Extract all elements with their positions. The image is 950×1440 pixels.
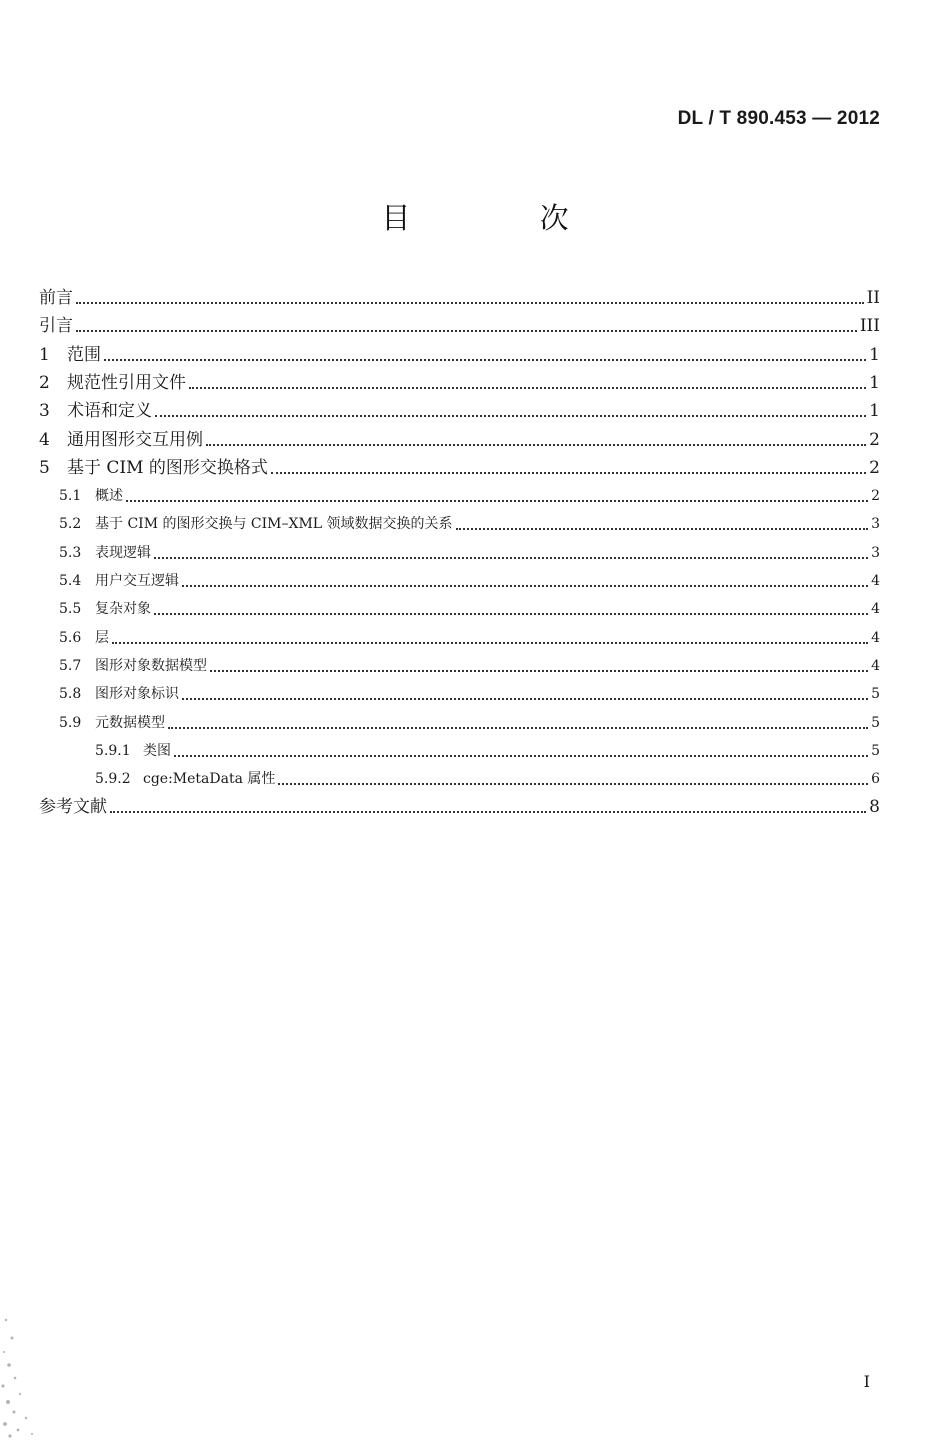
toc-entry-number: 3	[39, 401, 50, 422]
toc-entry[interactable]	[39, 428, 880, 452]
toc-entry[interactable]	[59, 597, 880, 621]
toc-entry-label: 表现逻辑	[95, 544, 151, 561]
toc-entry-label: 图形对象数据模型	[95, 657, 207, 674]
toc-entry-number: 5.8	[59, 686, 82, 703]
toc-entry-label: 概述	[95, 488, 123, 505]
toc-entry[interactable]	[39, 314, 880, 338]
toc-entry-label: 复杂对象	[95, 601, 151, 618]
toc-entry-label: 前言	[39, 288, 73, 308]
toc-entry-label: 类图	[143, 742, 171, 759]
dot-leader	[271, 468, 866, 474]
toc-entry-page: 3	[871, 544, 880, 561]
toc-entry[interactable]	[59, 626, 880, 650]
toc-entry-page: II	[866, 288, 880, 308]
toc-entry-number: 5.5	[59, 601, 82, 618]
toc-title: 目 次	[381, 201, 629, 235]
dot-leader	[182, 694, 868, 700]
toc-entry-label: 通用图形交互用例	[67, 429, 203, 450]
dot-leader	[76, 326, 857, 332]
toc-entry-page: 1	[869, 372, 880, 393]
toc-entry-label: 基于 CIM 的图形交换格式	[67, 457, 268, 478]
dot-leader	[76, 298, 864, 304]
toc-entry[interactable]	[39, 795, 880, 819]
dot-leader	[189, 383, 866, 389]
toc-entry[interactable]	[59, 484, 880, 508]
toc-entry-page: 3	[871, 516, 880, 533]
toc-entry-label: 图形对象标识	[95, 686, 179, 703]
toc-entry-page: 4	[871, 601, 880, 618]
toc-entry[interactable]	[39, 456, 880, 480]
dot-leader	[154, 609, 868, 615]
toc-entry[interactable]	[59, 541, 880, 565]
toc-entry-page: 4	[871, 657, 880, 674]
toc-entry-number: 5.9.1	[95, 742, 131, 759]
toc-entry[interactable]	[39, 371, 880, 395]
page-folio: I	[863, 1372, 870, 1391]
toc-entry-label: 引言	[39, 316, 73, 337]
toc-entry-label: 规范性引用文件	[67, 372, 186, 393]
toc-entry-page: III	[859, 316, 880, 337]
toc-entry-label: 元数据模型	[95, 714, 165, 731]
toc-entry-number: 4	[39, 429, 50, 450]
toc-entry-number: 5.3	[59, 544, 82, 561]
toc-entry[interactable]	[95, 739, 880, 763]
toc-entry-page: 8	[869, 797, 880, 818]
toc-entry[interactable]	[39, 286, 880, 310]
toc-entry-page: 5	[871, 686, 880, 703]
dot-leader	[210, 666, 868, 672]
toc-entry-number: 5.4	[59, 573, 82, 589]
toc-entry[interactable]	[95, 767, 880, 791]
dot-leader	[182, 581, 868, 587]
toc-entry-number: 5.9	[59, 714, 82, 731]
dot-leader	[456, 524, 869, 530]
toc-entry-label: 层	[95, 629, 109, 646]
toc-entry[interactable]	[59, 711, 880, 735]
toc-entry-page: 5	[871, 742, 880, 759]
toc-entry-page: 2	[871, 488, 880, 505]
toc-entry-label: cge:MetaData 属性	[143, 771, 276, 788]
toc-entry-number: 5.2	[59, 516, 82, 533]
toc-entry-page: 6	[871, 771, 880, 788]
dot-leader	[168, 723, 868, 729]
toc-entry[interactable]	[39, 399, 880, 423]
toc-entry-number: 5.7	[59, 657, 82, 674]
toc-entry-page: 1	[869, 344, 880, 365]
dot-leader	[104, 355, 866, 361]
dot-leader	[174, 751, 868, 757]
toc-entry-page: 1	[869, 401, 880, 422]
toc-entry-label: 用户交互逻辑	[95, 573, 179, 589]
dot-leader	[110, 807, 866, 813]
toc-entry-number: 5	[39, 457, 50, 478]
toc-entry[interactable]	[59, 682, 880, 706]
toc-entry-number: 5.9.2	[95, 771, 131, 788]
dot-leader	[112, 638, 868, 644]
toc-entry-number: 5.6	[59, 629, 82, 646]
toc-entry-label: 术语和定义	[67, 401, 152, 422]
standard-number: DL / T 890.453 — 2012	[677, 108, 880, 129]
toc-entry-page: 2	[869, 429, 880, 450]
dot-leader	[278, 779, 868, 785]
toc-entry-page: 2	[869, 457, 880, 478]
toc-entry-page: 4	[871, 573, 880, 589]
toc-entry[interactable]	[59, 512, 880, 536]
toc-entry-label: 基于 CIM 的图形交换与 CIM–XML 领域数据交换的关系	[95, 516, 453, 533]
toc-entry[interactable]	[39, 343, 880, 367]
toc-entry-number: 5.1	[59, 488, 82, 505]
toc-entry-page: 5	[871, 714, 880, 731]
toc-entry-page: 4	[871, 629, 880, 646]
dot-leader	[206, 440, 866, 446]
toc-entry-number: 2	[39, 372, 50, 393]
toc-entry-label: 范围	[67, 344, 101, 365]
scan-speckle-decoration	[0, 1290, 60, 1440]
toc-entry-number: 1	[39, 344, 50, 365]
toc-entry[interactable]	[59, 569, 880, 593]
toc-entry[interactable]	[59, 654, 880, 678]
dot-leader	[155, 411, 866, 417]
toc-entry-label: 参考文献	[39, 797, 107, 818]
dot-leader	[126, 496, 868, 502]
dot-leader	[154, 553, 868, 559]
